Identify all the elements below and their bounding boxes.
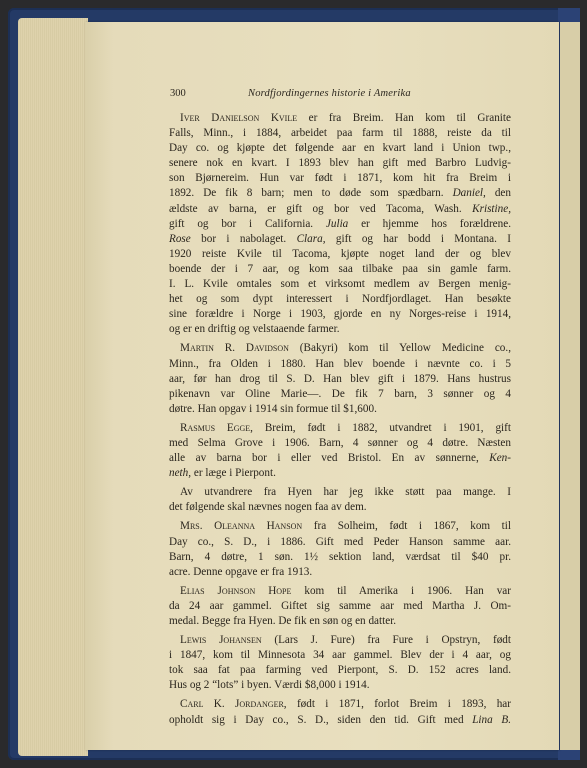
- text-span: son Bjørnereim. Hun var født i 1871, kom hit fra Breim i: [169, 172, 511, 185]
- paragraph: [169, 584, 511, 629]
- text-line: [169, 322, 511, 337]
- text-line: [169, 713, 511, 728]
- text-line: [169, 387, 511, 402]
- text-line: [169, 648, 511, 663]
- text-span: aar, før han drog til S. D. Han blev gift i 1879. Hans hustrus: [169, 372, 511, 385]
- italic-name: Rose: [169, 232, 191, 245]
- text-span: og er en driftig og velstaaende farmer.: [169, 323, 340, 336]
- text-span: (Lars J. Fure) fra Fure i Opstryn, født: [261, 634, 511, 647]
- text-line: [169, 141, 511, 156]
- text-line: [169, 421, 511, 436]
- text-line: [169, 357, 511, 372]
- text-line: [169, 500, 511, 515]
- entry-name: Carl K. Jordanger,: [180, 698, 287, 711]
- text-span: Barn, 4 døtre, 1 søn. 1½ sektion land, værdsat til $40 pr.: [169, 550, 511, 563]
- paragraph: [169, 421, 511, 481]
- text-line: [169, 697, 511, 712]
- text-span: Day co., S. D., i 1886. Gift med Peder Hanson samme aar.: [169, 535, 511, 548]
- text-span: kom til Amerika i 1906. Han var: [291, 584, 511, 597]
- italic-name: Daniel,: [452, 187, 486, 200]
- text-span: boende der i 7 aar, og kom saa tilbake paa sin gamle farm.: [169, 262, 511, 275]
- text-span: fra Solheim, født i 1867, kom til: [302, 520, 511, 533]
- text-span: bor i nabolaget.: [190, 232, 297, 245]
- text-line: [169, 519, 511, 534]
- text-line: [169, 584, 511, 599]
- italic-name: Lina B.: [472, 713, 511, 726]
- text-span: pikenavn var Oline Marie—. De fik 7 barn, 3 sønner og 4: [169, 387, 511, 400]
- text-line: [169, 599, 511, 614]
- text-line: [169, 614, 511, 629]
- text-span: (Bakyri) kom til Yellow Medicine co.,: [288, 342, 511, 355]
- text-span: medal. Begge fra Hyen. De fik en søn og en datter.: [169, 615, 397, 627]
- text-span: med Selma Grove i 1906. Barn, 4 sønner og 4 døtre. Næsten: [169, 436, 511, 449]
- paragraph: [169, 485, 511, 515]
- text-line: [169, 451, 511, 466]
- text-line: [169, 372, 511, 387]
- text-line: [169, 307, 511, 322]
- text-span: ældste av barna, er gift og bor ved Tacoma, Wash.: [169, 202, 473, 215]
- paragraph: [169, 519, 511, 579]
- text-line: [169, 292, 511, 307]
- text-line: [169, 156, 511, 171]
- body-text: [169, 111, 511, 728]
- text-span: Day co. og kjøpte det følgende aar en kvart land i Union twp.,: [169, 142, 511, 155]
- text-span: Av utvandrere fra Hyen har jeg ikke støtt paa mange. I: [180, 486, 511, 499]
- text-span: er hjemme hos forældrene.: [348, 217, 512, 230]
- page-number: 300: [170, 88, 186, 99]
- text-span: Breim, født i 1882, utvandret i 1901, gift: [252, 421, 511, 434]
- page-header: [170, 88, 510, 104]
- text-span: i 1847, kom til Minnesota 34 aar gammel. Blev der i 4 aar, og: [169, 649, 511, 662]
- text-span: opholdt sig i Day co., S. D., siden den tid. Gift med: [169, 713, 473, 726]
- entry-name: Rasmus Egge,: [180, 421, 253, 434]
- text-span: født i 1871, forlot Breim i 1893, har: [286, 698, 511, 711]
- facing-page-edge: [560, 22, 580, 750]
- text-span: 1892. De fik 8 barn; men to døde som spædbarn.: [169, 187, 453, 200]
- italic-name: Kristine,: [472, 202, 511, 215]
- text-span: det følgende skal nævnes nogen faa av dem.: [169, 501, 367, 514]
- text-line: [169, 565, 511, 580]
- text-line: [169, 217, 511, 232]
- text-span: er læge i Pierpont.: [191, 467, 276, 480]
- text-line: [169, 402, 511, 417]
- paragraph: [169, 341, 511, 416]
- text-span: acre. Denne opgave er fra 1913.: [169, 565, 313, 578]
- text-span: sine forældre i Norge i 1903, gjorde en ny Norges-reise i 1914,: [169, 308, 511, 321]
- page-stack-edge: [18, 18, 88, 756]
- text-line: [169, 550, 511, 565]
- text-line: [169, 262, 511, 277]
- italic-name: Ken-: [489, 452, 511, 465]
- paragraph: [169, 111, 511, 337]
- entry-name: Lewis Johansen: [180, 634, 262, 647]
- text-line: [169, 111, 511, 126]
- text-span: gift og bor i California.: [169, 217, 326, 230]
- text-line: [169, 277, 511, 292]
- text-line: [169, 466, 511, 481]
- entry-name: Iver Danielson Kvile: [180, 112, 298, 124]
- italic-name: Clara,: [296, 232, 326, 245]
- text-line: [169, 663, 511, 678]
- text-span: alle av barna bor i eller ved Bristol. En av sønnerne,: [169, 452, 490, 465]
- text-span: døtre. Han opgav i 1914 sin formue til $1,600.: [169, 402, 377, 415]
- italic-name: neth,: [169, 467, 192, 480]
- text-line: [169, 232, 511, 247]
- entry-name: Elias Johnson Hope: [180, 584, 292, 597]
- text-span: het og som dypt interessert i Nordfjordlaget. Han besøkte: [169, 293, 511, 306]
- text-line: [169, 126, 511, 141]
- running-title: Nordfjordingernes historie i Amerika: [248, 88, 411, 99]
- text-span: tok saa fat paa farming ved Pierpont, S. D. 152 acres land.: [169, 664, 511, 677]
- text-span: I. L. Kvile omtales som et virksomt medlem av Bergen menig-: [169, 278, 511, 291]
- text-line: [169, 633, 511, 648]
- entry-name: Martin R. Davidson: [180, 342, 289, 355]
- entry-name: Mrs. Oleanna Hanson: [180, 520, 303, 533]
- paragraph: [169, 633, 511, 693]
- text-line: [169, 202, 511, 217]
- paragraph: [169, 697, 511, 727]
- text-span: Minn., fra Olden i 1880. Han blev boende i nævnte co. i 5: [169, 357, 511, 370]
- text-span: 1920 reiste Kvile til Tacoma, kjøpte noget land der og blev: [169, 247, 511, 260]
- text-line: [169, 171, 511, 186]
- text-line: [169, 678, 511, 693]
- text-span: Falls, Minn., i 1884, arbeidet paa farm til 1888, reiste da til: [169, 127, 511, 140]
- text-line: [169, 436, 511, 451]
- text-line: [169, 186, 511, 201]
- text-line: [169, 535, 511, 550]
- text-span: den: [485, 187, 511, 200]
- text-span: gift og har bodd i Montana. I: [325, 232, 511, 245]
- text-line: [169, 247, 511, 262]
- text-span: er fra Breim. Han kom til Granite: [297, 112, 511, 124]
- text-line: [169, 341, 511, 356]
- text-span: Hus og 2 “lots” i byen. Værdi $8,000 i 1914.: [169, 679, 370, 692]
- text-span: da 24 aar gammel. Giftet sig samme aar med Martha J. Om-: [169, 599, 511, 612]
- italic-name: Julia: [325, 217, 349, 230]
- text-span: senere nok en kvart. I 1893 blev han gift med Barbro Ludvig-: [169, 157, 511, 170]
- text-line: [169, 485, 511, 500]
